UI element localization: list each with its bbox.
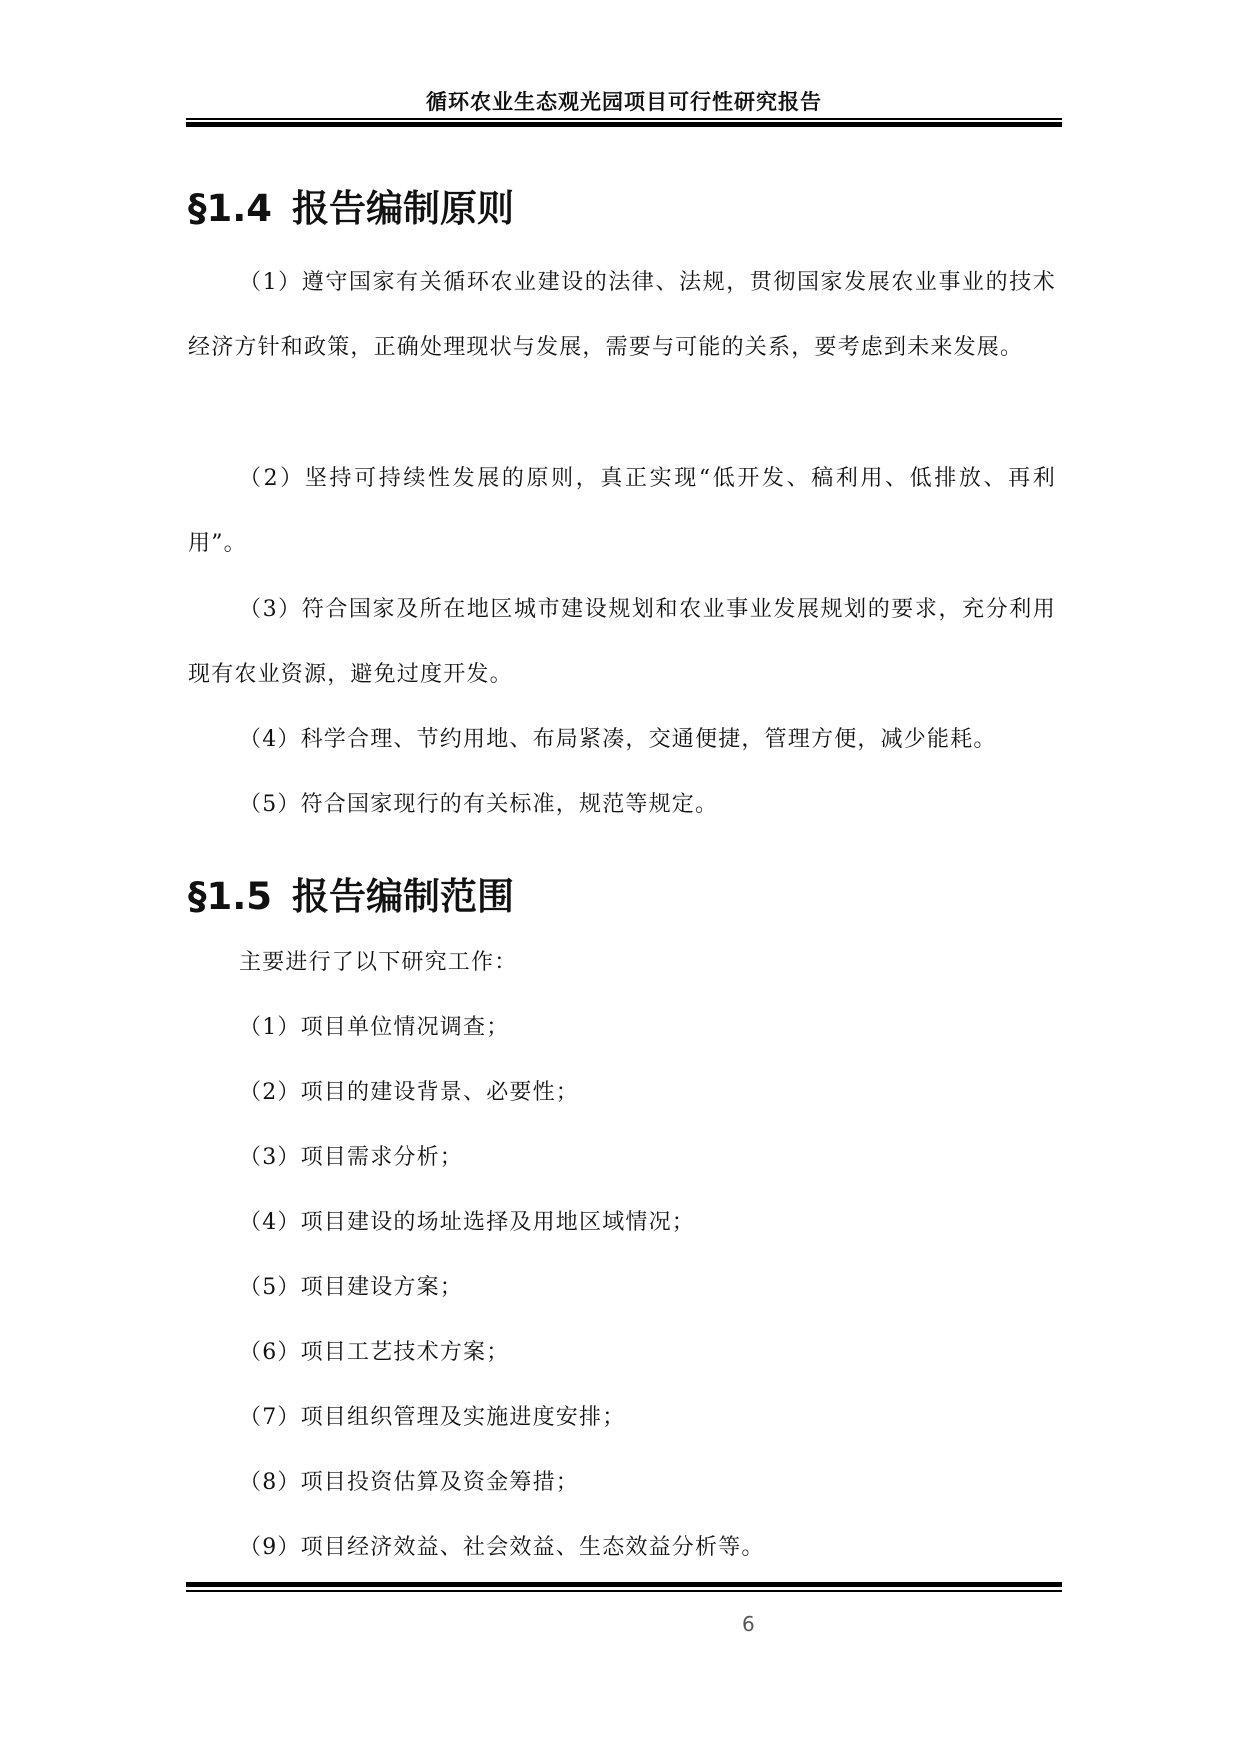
principle-paragraph: （3）符合国家及所在地区城市建设规划和农业事业发展规划的要求，充分利用现有农业资源，避免过度开发。 [188, 597, 1056, 687]
running-header: 循环农业生态观光园项目可行性研究报告 [426, 90, 822, 114]
scope-list-item: （9）项目经济效益、社会效益、生态效益分析等。 [239, 1535, 765, 1560]
header-rule-thick [186, 122, 1062, 127]
scope-list-item: （6）项目工艺技术方案； [239, 1340, 510, 1365]
header-rule-thin [186, 118, 1062, 120]
page-number: 6 [742, 1612, 755, 1636]
scope-list-item: （5）项目建设方案； [239, 1275, 463, 1300]
scope-list-item: （7）项目组织管理及实施进度安排； [239, 1405, 626, 1430]
section-title: 报告编制范围 [292, 875, 515, 918]
principle-paragraph: （1）遵守国家有关循环农业建设的法律、法规，贯彻国家发展农业事业的技术经济方针和政策，正确处理现状与发展，需要与可能的关系，要考虑到未来发展。 [188, 270, 1056, 360]
principle-paragraph: （2）坚持可持续性发展的原则，真正实现“低开发、稿利用、低排放、再利用”。 [188, 466, 1056, 556]
section-title: 报告编制原则 [292, 187, 515, 230]
scope-list-item: （1）项目单位情况调查； [239, 1015, 510, 1040]
footer-rule-thin [186, 1590, 1062, 1592]
section-heading-1-5 [188, 866, 514, 920]
scope-list-item: （8）项目投资估算及资金筹措； [239, 1470, 579, 1495]
scope-list-item: （3）项目需求分析； [239, 1145, 463, 1170]
principle-paragraph: （4）科学合理、节约用地、布局紧凑，交通便捷，管理方便，减少能耗。 [239, 727, 997, 752]
section-number: §1.4 [188, 187, 273, 230]
section-heading-1-4 [188, 178, 514, 232]
section-number: §1.5 [188, 875, 273, 918]
scope-list-item: （4）项目建设的场址选择及用地区域情况； [239, 1210, 695, 1235]
footer-rule-thick [186, 1582, 1062, 1587]
scope-list-item: （2）项目的建设背景、必要性； [239, 1080, 579, 1105]
scope-intro: 主要进行了以下研究工作： [239, 950, 518, 975]
principle-paragraph: （5）符合国家现行的有关标准，规范等规定。 [239, 792, 719, 817]
